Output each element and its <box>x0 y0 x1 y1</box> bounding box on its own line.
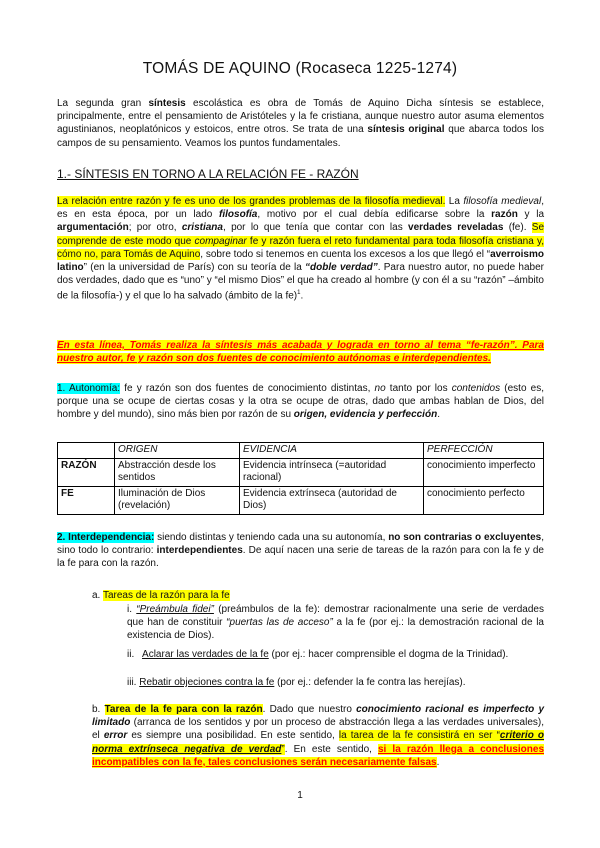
text: Rebatir objeciones contra la fe <box>139 677 275 688</box>
table-row <box>58 458 544 486</box>
text: y la <box>517 209 545 221</box>
page-title: TOMÁS DE AQUINO (Rocaseca 1225-1274) <box>142 60 458 77</box>
reason-tasks-heading <box>92 589 544 602</box>
text: verdades reveladas <box>408 222 504 234</box>
text: la tarea de la fe consistirá en ser “ <box>338 730 500 742</box>
text: no <box>374 383 386 394</box>
text: La <box>445 196 464 207</box>
text: razón <box>491 209 518 221</box>
page-number: 1 <box>297 790 303 801</box>
table-cell: Evidencia intrínseca (=autoridad racional) <box>240 458 424 486</box>
text: , por lo que tenía que contar con las <box>222 222 409 234</box>
intro-bold: síntesis <box>148 98 186 109</box>
text: siendo distintas y teniendo cada una su autonomía, <box>154 532 389 543</box>
faith-task-paragraph <box>92 703 544 769</box>
text: compaginar <box>194 235 247 247</box>
text: conocimiento racional es imperfecto y limitado <box>92 704 545 729</box>
interdependence-label: 2. Interdependencia: <box>57 532 155 543</box>
relation-paragraph <box>57 195 544 303</box>
text: . En este sentido, <box>284 743 378 755</box>
text: (fe). <box>503 222 532 234</box>
subitem-i <box>127 603 544 643</box>
interdependence-paragraph <box>57 531 544 571</box>
autonomy-label: 1. Autonomía: <box>57 383 121 394</box>
text: averroismo latino <box>57 248 544 274</box>
text: cristiana <box>181 222 223 234</box>
table-cell: Iluminación de Dios (revelación) <box>115 486 240 514</box>
intro-paragraph <box>57 97 544 150</box>
text: origen, evidencia y perfección <box>293 409 438 421</box>
text: (esto es, porque una se ocupe de ciertas cosas y la otra se ocupe de otras, dado que ambas hablan de Dios, del hombre y del mundo), sino más bien por razón de su <box>57 383 544 421</box>
text: . <box>437 409 440 421</box>
text: ” (en la universidad de París) con su teoría de la <box>83 262 306 274</box>
highlight: Tarea de la fe para con la razón <box>104 704 263 715</box>
text: , motivo por el cual debía edificarse sobre la <box>257 209 492 221</box>
text: Aclarar las verdades de la fe <box>142 649 269 660</box>
text: (arranca de los sentidos y por un proceso de abstracción llega a las verdades universales), el <box>92 717 544 742</box>
list-marker: i. <box>127 604 132 615</box>
text: “puertas las de acceso” <box>226 617 333 629</box>
text: “doble verdad” <box>305 262 378 274</box>
intro-text: escolástica es obra de Tomás de Aquino Dicha síntesis se establece, principalmente, entre el pensamiento de Aristóteles y la fe cristiana, aunque nuestro autor asuma elementos agustinianos, neoplatónicos y estoicos, entre otros. Se trata de una <box>57 98 544 136</box>
intro-text: que abarca todos los campos de su pensamiento. Veamos los puntos fundamentales. <box>57 124 544 149</box>
text: (preámbulos de la fe): demostrar racionalmente una serie de verdades que han de constituir <box>127 604 544 629</box>
text: fe y razón son dos fuentes de conocimiento distintas, <box>120 383 375 394</box>
intro-text: La segunda gran <box>57 98 149 109</box>
text: . <box>300 290 304 302</box>
text: ; por otro, <box>128 222 182 234</box>
subitem-iii <box>127 676 544 689</box>
text: “Preámbula fidei” <box>136 604 214 615</box>
text: argumentación <box>57 222 129 234</box>
table-cell: FE <box>58 486 115 514</box>
highlight: Tareas de la razón para la fe <box>102 590 230 601</box>
table-header-cell: PERFECCIÓN <box>424 443 544 459</box>
table-cell: Abstracción desde los sentidos <box>115 458 240 486</box>
table-cell: conocimiento imperfecto <box>424 458 544 486</box>
text: . De aquí nacen una serie de tareas de la razón para con la fe y de la fe para con la razón. <box>57 545 544 570</box>
synthesis-paragraph <box>57 339 544 365</box>
text: filosofía medieval <box>463 196 542 207</box>
text: . Dado que nuestro <box>262 704 357 715</box>
text: (por ej.: hacer comprensible el dogma de la Trinidad). <box>268 649 509 660</box>
text: , sobre todo si tenemos en cuenta los excesos a los que llegó el “ <box>200 248 491 260</box>
text: a la fe (por ej.: la demostración racional de la existencia de Dios). <box>127 617 544 642</box>
list-marker: b. <box>92 704 101 715</box>
text: fe y razón fuera el reto fundamental para toda filosofía cristiana y, cómo no, para Tomás de Aquino <box>57 235 544 260</box>
table-row <box>58 486 544 514</box>
autonomy-paragraph <box>57 382 544 422</box>
text: tanto por los <box>385 383 452 394</box>
text: , es en esta época, por un lado <box>57 196 544 221</box>
subitem-ii <box>127 648 544 661</box>
text: error <box>103 730 128 742</box>
text: (por ej.: defender la fe contra las herejías). <box>274 677 466 688</box>
text: ” <box>281 743 285 755</box>
highlight-red: En esta línea, Tomás realiza la síntesis más acabada y lograda en torno al tema “fe-razón”. Para nuestro autor, fe y razón son dos fuentes de conocimiento autónomas e interdependientes. <box>57 340 544 365</box>
section-heading: 1.- SÍNTESIS EN TORNO A LA RELACIÓN FE - RAZÓN <box>57 167 359 181</box>
highlight: La relación entre razón y fe es uno de los grandes problemas de la filosofía medieval. <box>57 196 446 207</box>
table-header-cell <box>58 443 115 459</box>
text: filosofía <box>219 209 258 221</box>
list-marker: ii. <box>127 649 135 660</box>
text: Se comprende de este modo que <box>57 222 545 247</box>
table-cell: RAZÓN <box>58 458 115 486</box>
text: . Para nuestro autor, no puede haber dos verdades, dado que es “uno” y “el mismo Dios” el que ha creado al hombre (y con él a su “razón” –ámbito de la filosofía-) y el que lo ha salvado (ámbito de la fe) <box>57 262 544 302</box>
table-header-row <box>58 443 544 459</box>
text: . <box>436 756 440 768</box>
intro-bold: síntesis original <box>367 124 445 136</box>
text: contenidos <box>451 383 501 394</box>
text: es siempre una posibilidad. En este sentido, <box>127 730 339 742</box>
table-cell: Evidencia extrínseca (autoridad de Dios) <box>240 486 424 514</box>
list-marker: a. <box>92 590 101 601</box>
text: interdependientes <box>156 545 243 557</box>
footnote-marker[interactable]: 1 <box>297 290 301 297</box>
table-header-cell: ORIGEN <box>115 443 240 459</box>
text: no son contrarias o excluyentes <box>388 532 542 543</box>
list-marker: iii. <box>127 677 137 688</box>
table-cell: conocimiento perfecto <box>424 486 544 514</box>
text: criterio o norma extrínseca negativa de verdad <box>92 730 545 755</box>
table-header-cell: EVIDENCIA <box>240 443 424 459</box>
comparison-table <box>57 442 544 515</box>
text: , sino todo lo contrario: <box>57 532 544 557</box>
highlight-red: si la razón llega a conclusiones incompatibles con la fe, tales conclusiones serán necesariamente falsas <box>92 743 544 768</box>
